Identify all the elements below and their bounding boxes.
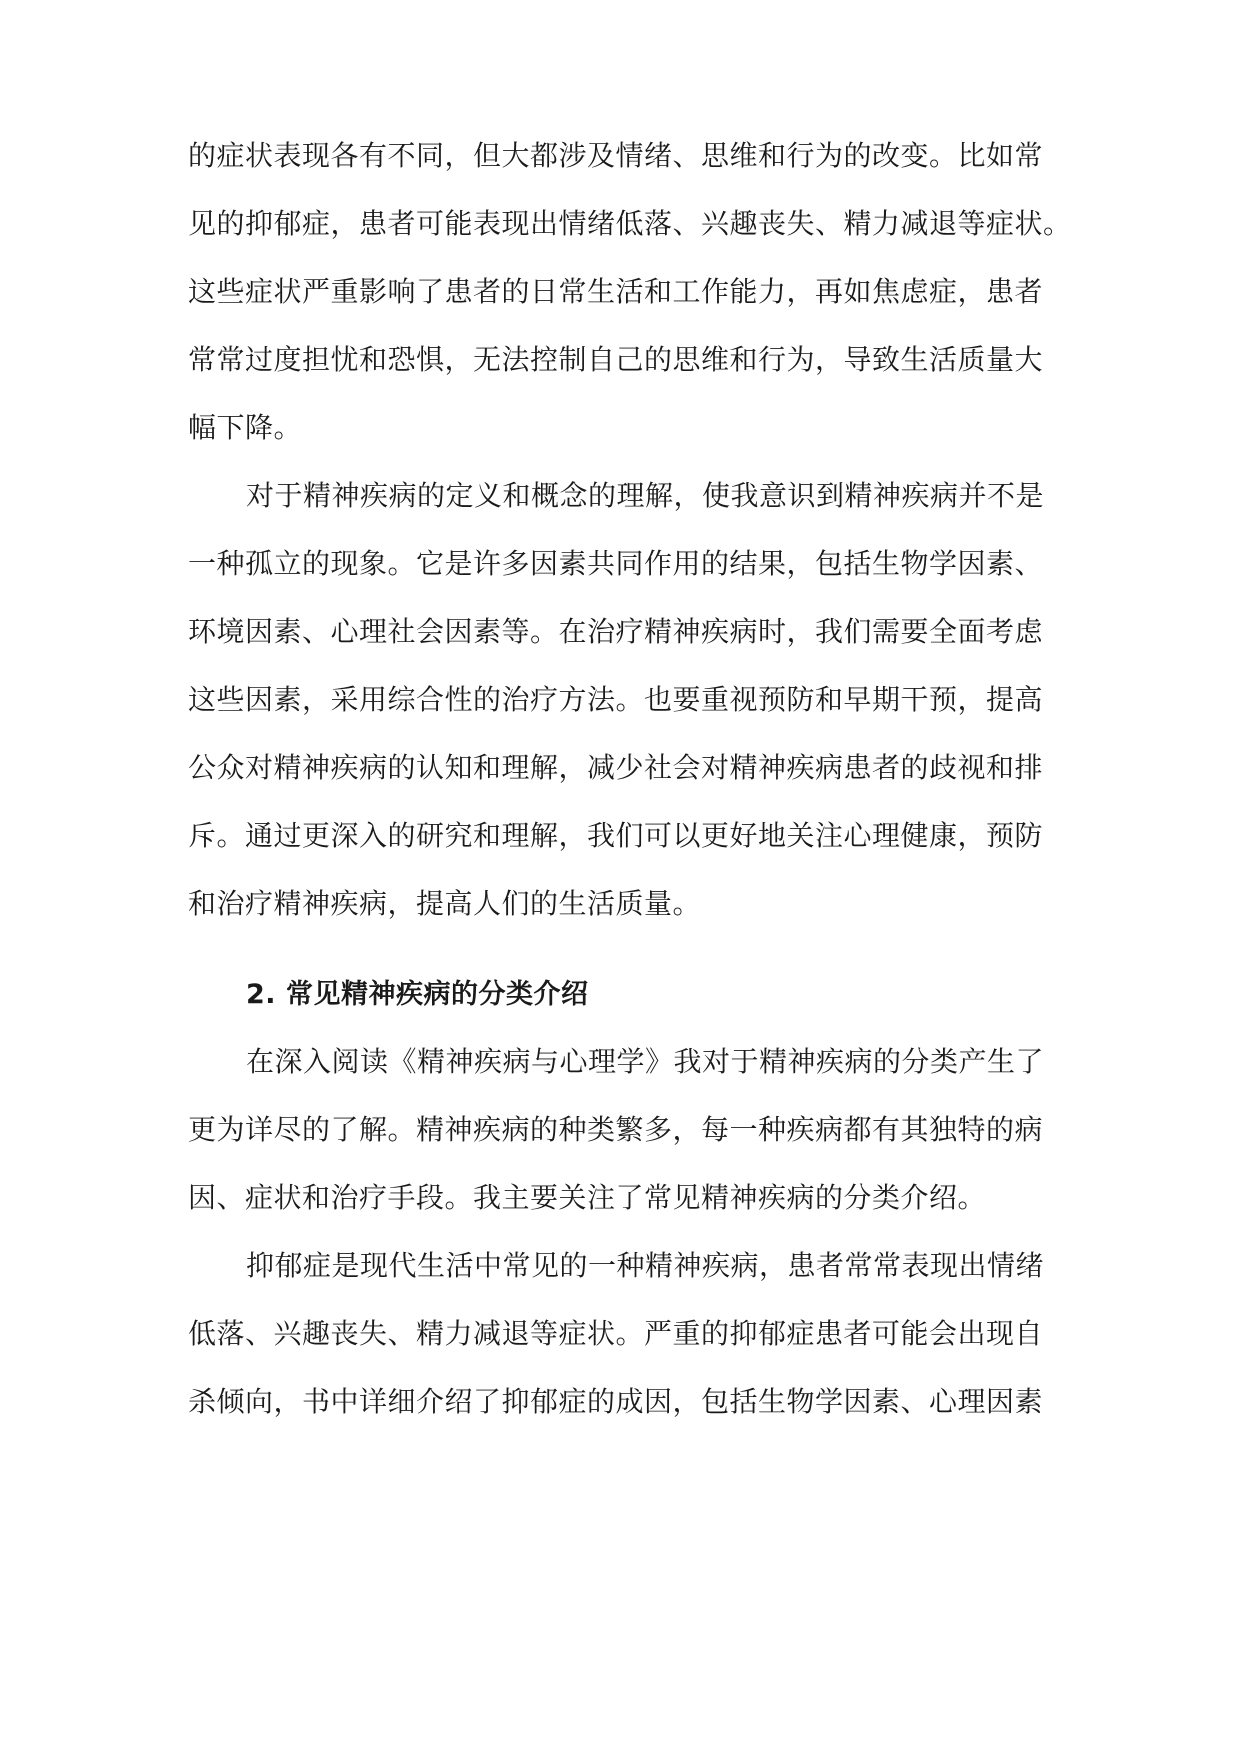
text-line: 一种孤立的现象。它是许多因素共同作用的结果，包括生物学因素、 <box>188 547 1044 580</box>
text-line: 这些因素，采用综合性的治疗方法。也要重视预防和早期干预，提高 <box>188 683 1044 716</box>
text-line: 斥。通过更深入的研究和理解，我们可以更好地关注心理健康，预防 <box>188 819 1044 852</box>
text-line: 常常过度担忧和恐惧，无法控制自己的思维和行为，导致生活质量大 <box>188 343 1044 376</box>
text-line: 公众对精神疾病的认知和理解，减少社会对精神疾病患者的歧视和排 <box>188 751 1044 784</box>
text-line: 幅下降。 <box>188 411 303 444</box>
text-line: 这些症状严重影响了患者的日常生活和工作能力，再如焦虑症，患者 <box>188 275 1044 308</box>
text-line: 和治疗精神疾病，提高人们的生活质量。 <box>188 887 702 920</box>
text-line: 因、症状和治疗手段。我主要关注了常见精神疾病的分类介绍。 <box>188 1181 987 1214</box>
text-line: 在深入阅读《精神疾病与心理学》我对于精神疾病的分类产生了 <box>246 1045 1045 1078</box>
text-line: 杀倾向，书中详细介绍了抑郁症的成因，包括生物学因素、心理因素 <box>188 1385 1044 1418</box>
text-line: 的症状表现各有不同，但大都涉及情绪、思维和行为的改变。比如常 <box>188 139 1044 172</box>
text-line: 见的抑郁症，患者可能表现出情绪低落、兴趣丧失、精力减退等症状。 <box>188 207 1072 240</box>
text-line: 环境因素、心理社会因素等。在治疗精神疾病时，我们需要全面考虑 <box>188 615 1044 648</box>
text-line: 低落、兴趣丧失、精力减退等症状。严重的抑郁症患者可能会出现自 <box>188 1317 1044 1350</box>
text-line: 更为详尽的了解。精神疾病的种类繁多，每一种疾病都有其独特的病 <box>188 1113 1044 1146</box>
text-line: 抑郁症是现代生活中常见的一种精神疾病，患者常常表现出情绪 <box>246 1249 1045 1282</box>
section-heading: 2. 常见精神疾病的分类介绍 <box>246 979 589 1010</box>
text-line: 对于精神疾病的定义和概念的理解，使我意识到精神疾病并不是 <box>246 479 1045 512</box>
